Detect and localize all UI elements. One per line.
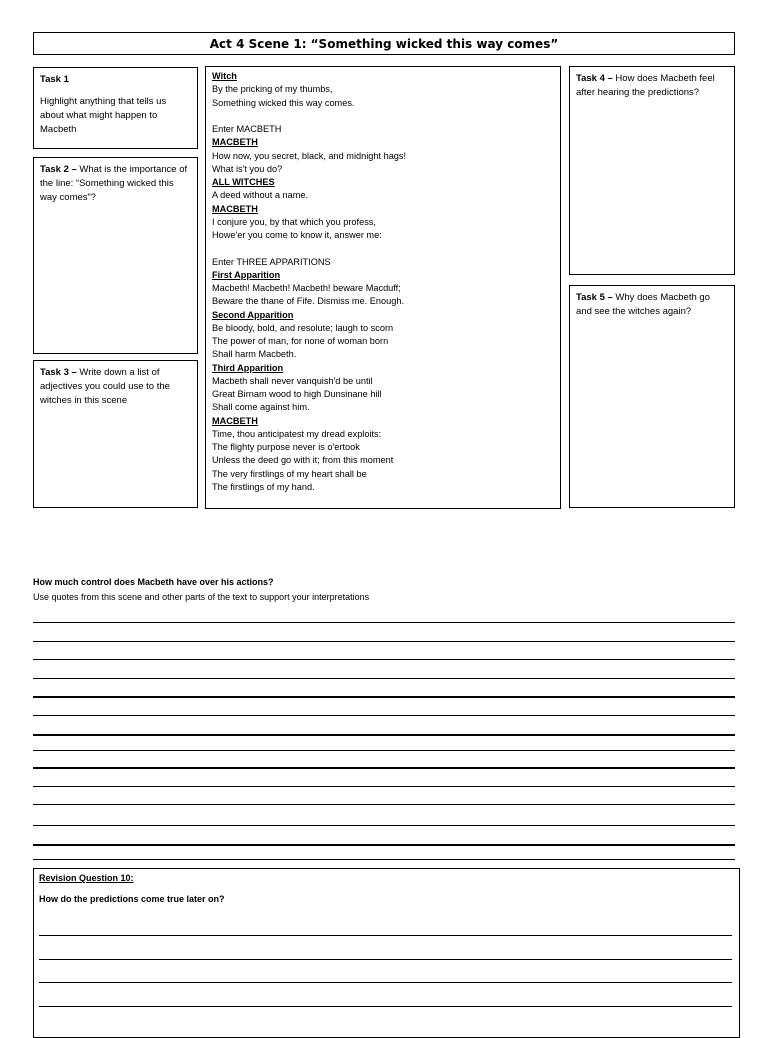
writing-line (33, 825, 735, 826)
revision-heading: Revision Question 10: (39, 873, 134, 883)
script-line: Beware the thane of Fife. Dismiss me. Enough. (212, 296, 405, 307)
script-line: Macbeth! Macbeth! Macbeth! beware Macduff; (212, 283, 401, 293)
writing-line (33, 678, 735, 679)
writing-line (39, 959, 732, 960)
script-speaker-name: MACBETH (212, 415, 258, 426)
writing-line (33, 844, 735, 846)
script-speaker-name: Third Apparition (212, 362, 284, 373)
worksheet-title: Act 4 Scene 1: “Something wicked this way comes” (209, 36, 559, 51)
writing-line (33, 786, 735, 787)
script-line: The flighty purpose never is o'ertook (212, 442, 360, 452)
task-4-text: How does Macbeth feel after hearing the predictions? (576, 73, 715, 98)
script-line: Enter MACBETH (212, 124, 282, 134)
script-line: Macbeth shall never vanquish'd be until (212, 375, 373, 386)
task-5-box (569, 285, 735, 508)
script-line: Shall come against him. (212, 402, 310, 413)
task-1-text: Highlight anything that tells us about what might happen to Macbeth (40, 96, 167, 135)
writing-line (33, 622, 735, 623)
script-line: Be bloody, bold, and resolute; laugh to scorn (212, 322, 394, 333)
script-speaker-name: ALL WITCHES (212, 177, 275, 187)
script-speaker-name: First Apparition (212, 269, 281, 280)
script-line: Time, thou anticipatest my dread exploits: (212, 428, 382, 439)
script-line: Great Birnam wood to high Dunsinane hill (212, 389, 382, 399)
script-speaker-name: MACBETH (212, 137, 258, 148)
writing-line (33, 696, 735, 698)
script-line: Enter THREE APPARITIONS (212, 256, 331, 267)
essay-instructions: Use quotes from this scene and other parts of the text to support your interpretations (33, 592, 370, 602)
script-line: Howe'er you come to know it, answer me: (212, 230, 382, 240)
task-3-text: Write down a list of adjectives you could use to the witches in this scene (40, 367, 170, 406)
script-speaker-name: Witch (212, 71, 237, 81)
script-extract-box (205, 66, 561, 509)
script-line: How now, you secret, black, and midnight hags! (212, 150, 407, 161)
script-line: A deed without a name. (212, 190, 309, 201)
revision-question: How do the predictions come true later on? (39, 894, 225, 904)
writing-line (33, 804, 735, 805)
script-line: The power of man, for none of woman born (212, 336, 389, 346)
task-4-heading: Task 4 – (576, 73, 613, 84)
writing-line (39, 982, 732, 983)
script-blank-line (212, 110, 554, 123)
script-line: Unless the deed go with it; from this moment (212, 455, 394, 466)
task-1-box (33, 67, 198, 149)
script-line: What is't you do? (212, 163, 283, 174)
writing-line (33, 734, 735, 736)
task-2-box (33, 157, 198, 354)
task-5-heading: Task 5 – (576, 292, 613, 303)
writing-line (33, 767, 735, 769)
writing-line (33, 641, 735, 642)
task-5-text: Why does Macbeth go and see the witches again? (576, 292, 710, 317)
task-1-heading: Task 1 (40, 74, 69, 85)
script-line: Shall harm Macbeth. (212, 349, 297, 360)
writing-line (33, 715, 735, 716)
task-2-text: What is the importance of the line: “Something wicked this way comes”? (40, 164, 188, 203)
script-line: I conjure you, by that which you profess, (212, 216, 376, 227)
worksheet-title-box (33, 32, 735, 55)
task-3-heading: Task 3 – (40, 367, 77, 378)
task-2-heading: Task 2 – (40, 164, 77, 175)
essay-question: How much control does Macbeth have over his actions? (33, 577, 274, 587)
script-line: The firstlings of my hand. (212, 481, 315, 492)
script-blank-line (212, 242, 554, 255)
script-line: The very firstlings of my heart shall be (212, 468, 367, 479)
task-4-box (569, 66, 735, 275)
script-speaker-name: Second Apparition (212, 309, 294, 320)
writing-line (39, 935, 732, 936)
writing-line (39, 1006, 732, 1007)
revision-question-box (33, 868, 740, 1038)
task-3-box (33, 360, 198, 508)
script-line: By the pricking of my thumbs, (212, 84, 333, 95)
writing-line (33, 659, 735, 660)
writing-line (33, 750, 735, 751)
writing-line (33, 859, 735, 860)
script-speaker-name: MACBETH (212, 203, 258, 214)
script-line: Something wicked this way comes. (212, 97, 355, 108)
